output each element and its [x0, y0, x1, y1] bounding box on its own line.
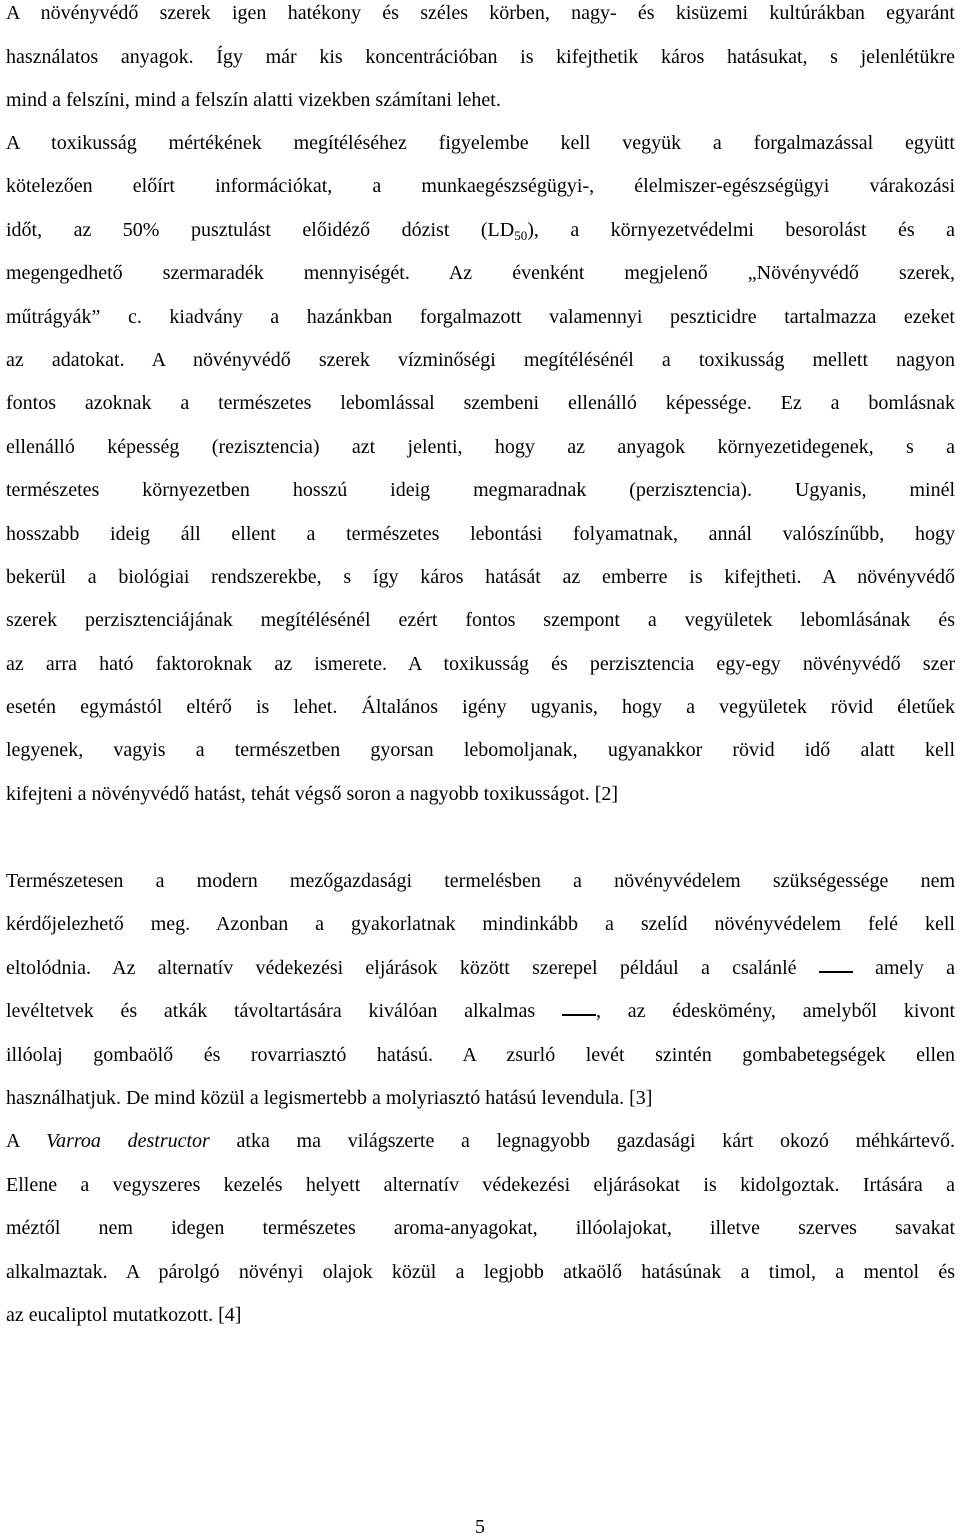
text-line: megengedhető szermaradék mennyiségét. Az évenként megjelenő „Növényvédő szerek, [6, 262, 955, 284]
text-line: Ellene a vegyszeres kezelés helyett alternatív védekezési eljárásokat is kidolgoztak. Irtására a [6, 1174, 955, 1196]
text-segment: atka ma világszerte a legnagyobb gazdasági kárt okozó méhkártevő. [209, 1130, 956, 1152]
text-line: természetes környezetben hosszú ideig megmaradnak (perzisztencia). Ugyanis, minél [6, 479, 955, 501]
text-line-italic [6, 1129, 955, 1153]
text-line: legyenek, vagyis a természetben gyorsan lebomoljanak, ugyanakkor rövid idő alatt kell [6, 739, 955, 761]
text-segment: időt, az 50% pusztulást előidéző dózist (LD [6, 219, 515, 241]
text-segment: ), a környezetvédelmi besorolást és a [527, 219, 955, 241]
species-name: Varroa destructor [46, 1130, 210, 1152]
text-line: ellenálló képesség (rezisztencia) azt jelenti, hogy az anyagok környezetidegenek, s a [6, 436, 955, 458]
text-line: A növényvédő szerek igen hatékony és széles körben, nagy- és kisüzemi kultúrákban egyaránt [6, 2, 955, 24]
text-line: mind a felszíni, mind a felszín alatti vizekben számítani lehet. [6, 89, 501, 111]
text-line: az adatokat. A növényvédő szerek vízminőségi megítélésénél a toxikusság mellett nagyon [6, 349, 955, 371]
text-line: használatos anyagok. Így már kis koncentrációban is kifejthetik káros hatásukat, s jelenlétükre [6, 46, 955, 68]
em-dash [819, 969, 853, 973]
text-line: az arra ható faktoroknak az ismerete. A toxikusság és perzisztencia egy-egy növényvédő szer [6, 653, 955, 675]
text-line: hosszabb ideig áll ellent a természetes lebontási folyamatnak, annál valószínűbb, hogy [6, 523, 955, 545]
text-line: méztől nem idegen természetes aroma-anyagokat, illóolajokat, illetve szerves savakat [6, 1217, 955, 1239]
text-line: kifejteni a növényvédő hatást, tehát végső soron a nagyobb toxikusságot. [2] [6, 783, 619, 805]
text-line: illóolaj gombaölő és rovarriasztó hatású. A zsurló levét szintén gombabetegségek ellen [6, 1044, 955, 1066]
text-segment: A [6, 1130, 47, 1152]
text-segment: eltolódnia. Az alternatív védekezési eljárások között szerepel például a csalánlé [6, 957, 797, 979]
text-segment: levéltetvek és atkák távoltartására kiválóan alkalmas [6, 1000, 536, 1022]
text-line: bekerül a biológiai rendszerekbe, s így káros hatását az emberre is kifejtheti. A növényvédő [6, 566, 955, 588]
text-line: Természetesen a modern mezőgazdasági termelésben a növényvédelem szükségessége nem [6, 870, 955, 892]
text-line: fontos azoknak a természetes lebomlással szembeni ellenálló képessége. Ez a bomlásnak [6, 392, 955, 414]
text-segment: , az édeskömény, amelyből kivont [595, 1000, 955, 1022]
em-dash [562, 1012, 596, 1016]
text-line: használhatjuk. De mind közül a legismertebb a molyriasztó hatású levendula. [3] [6, 1087, 653, 1109]
text-line: A toxikusság mértékének megítéléséhez figyelembe kell vegyük a forgalmazással együtt [6, 132, 955, 154]
text-line: alkalmaztak. A párolgó növényi olajok közül a legjobb atkaölő hatásúnak a timol, a mentol és [6, 1261, 955, 1283]
text-line-dash [6, 999, 955, 1023]
text-line-ld50 [6, 218, 955, 244]
text-line: esetén egymástól eltérő is lehet. Általános igény ugyanis, hogy a vegyületek rövid életűek [6, 696, 955, 718]
text-line: kötelezően előírt információkat, a munkaegészségügyi-, élelmiszer-egészségügyi várakozási [6, 175, 955, 197]
text-line: az eucaliptol mutatkozott. [4] [6, 1304, 242, 1326]
text-line: műtrágyák” c. kiadvány a hazánkban forgalmazott valamennyi peszticidre tartalmazza ezeket [6, 306, 955, 328]
subscript: 50 [514, 228, 528, 243]
text-line: kérdőjelezhető meg. Azonban a gyakorlatnak mindinkább a szelíd növényvédelem felé kell [6, 913, 955, 935]
text-segment: amely a [875, 957, 955, 979]
text-line: szerek perzisztenciájának megítélésénél ezért fontos szempont a vegyületek lebomlásának és [6, 609, 955, 631]
page-number: 5 [475, 1516, 485, 1538]
text-line-dash [6, 956, 955, 980]
